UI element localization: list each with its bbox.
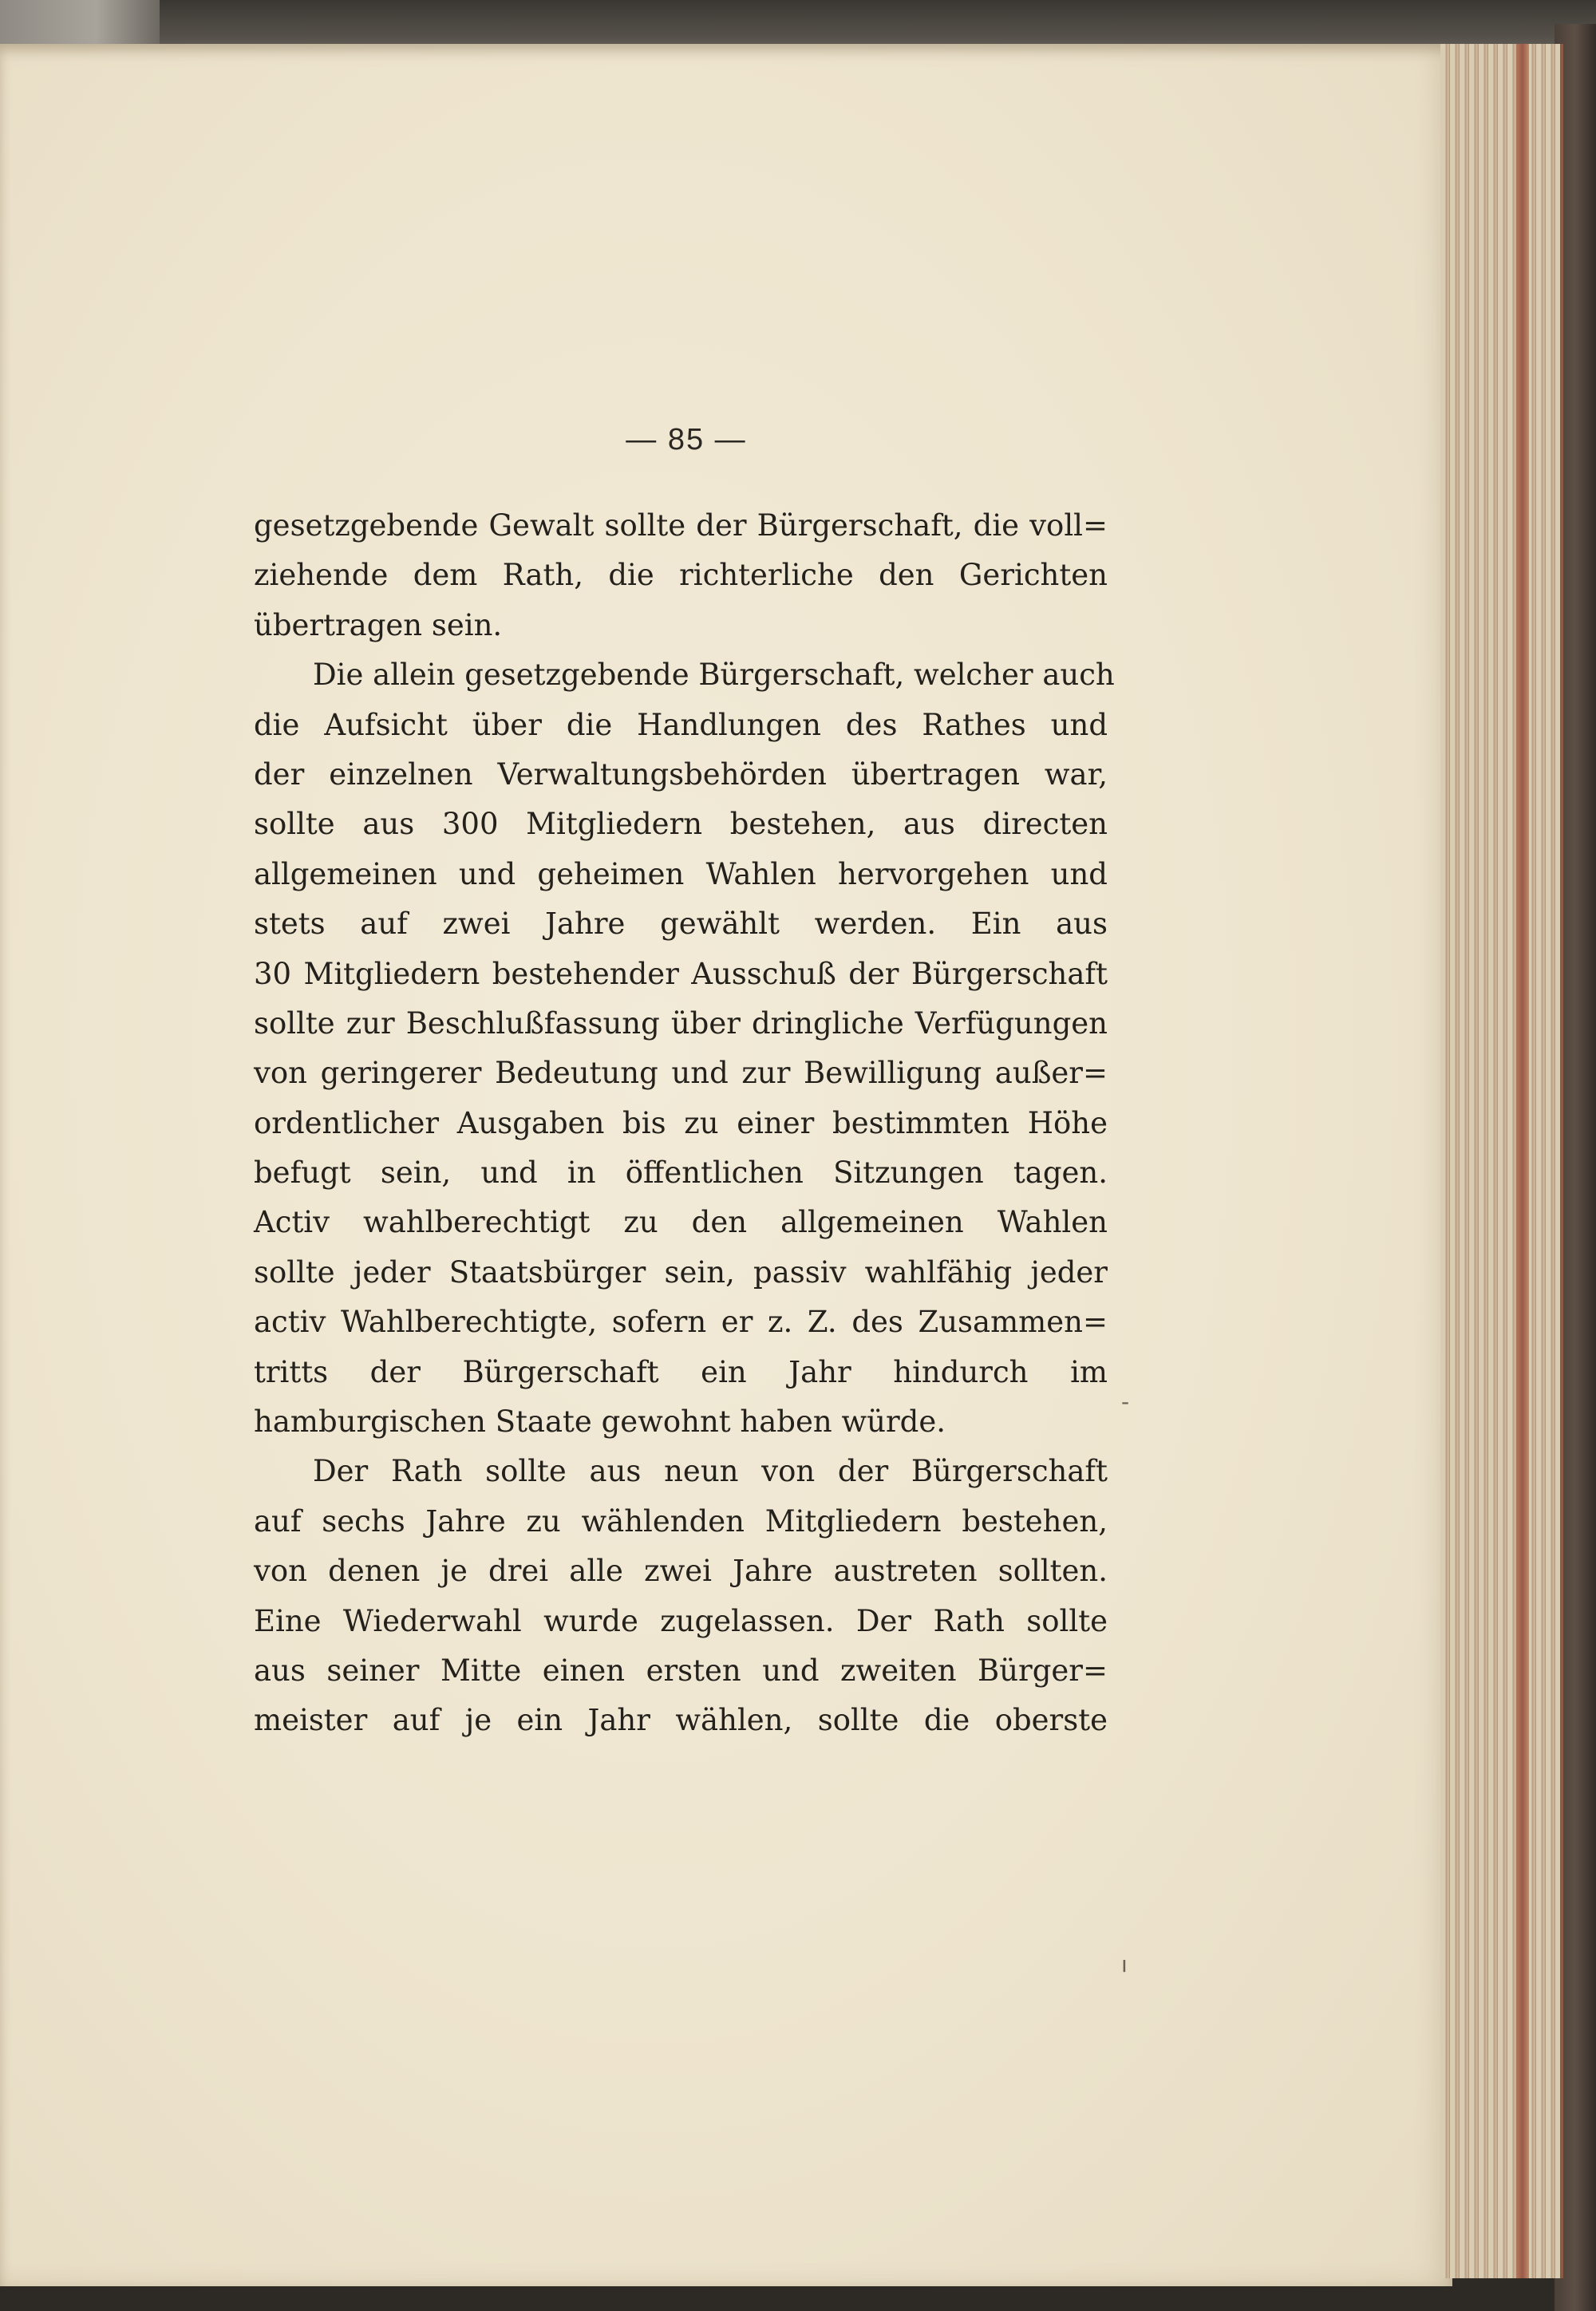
- margin-dash-mark: -: [1121, 1389, 1130, 1415]
- text-line: sollte aus 300 Mitgliedern bestehen, aus directen: [254, 807, 1108, 842]
- text-line: Activ wahlberechtigt zu den allgemeinen Wahlen: [254, 1205, 1108, 1240]
- text-line: sollte zur Beschlußfassung über dringliche Verfügungen: [254, 1005, 1108, 1041]
- body-text: [254, 501, 1115, 1746]
- text-line: befugt sein, und in öffentlichen Sitzungen tagen.: [254, 1156, 1108, 1191]
- text-line: auf sechs Jahre zu wählenden Mitgliedern bestehen,: [254, 1503, 1108, 1539]
- text-line: gesetzgebende Gewalt sollte der Bürgerschaft, die voll=: [254, 508, 1108, 543]
- text-line: aus seiner Mitte einen ersten und zweiten Bürger=: [254, 1653, 1108, 1688]
- text-line: von geringerer Bedeutung und zur Bewilligung außer=: [254, 1056, 1108, 1091]
- margin-tick-mark: ı: [1121, 1951, 1128, 1977]
- text-line: stets auf zwei Jahre gewählt werden. Ein aus: [254, 907, 1108, 942]
- text-line: die Aufsicht über die Handlungen des Rathes und: [254, 707, 1108, 742]
- text-line: hamburgischen Staate gewohnt haben würde.: [254, 1404, 946, 1440]
- text-line: der einzelnen Verwaltungsbehörden übertragen war,: [254, 757, 1108, 792]
- text-line: ziehende dem Rath, die richterliche den Gerichten: [254, 558, 1108, 593]
- page-edge-red-band: [1516, 44, 1529, 2278]
- text-line: von denen je drei alle zwei Jahre austreten sollten.: [254, 1554, 1108, 1589]
- page-number-header: — 85 —: [626, 423, 747, 456]
- text-line: ordentlicher Ausgaben bis zu einer bestimmten Höhe: [254, 1105, 1108, 1140]
- text-line: tritts der Bürgerschaft ein Jahr hindurch im: [254, 1354, 1108, 1389]
- text-line: allgemeinen und geheimen Wahlen hervorgehen und: [254, 856, 1108, 891]
- text-line: activ Wahlberechtigte, sofern er z. Z. des Zusammen=: [254, 1305, 1108, 1340]
- text-line: Eine Wiederwahl wurde zugelassen. Der Rath sollte: [254, 1603, 1108, 1638]
- text-line: übertragen sein.: [254, 607, 503, 642]
- page-stack-edges: [1440, 44, 1563, 2278]
- text-line: Die allein gesetzgebende Bürgerschaft, welcher auch: [313, 658, 1115, 693]
- text-line: Der Rath sollte aus neun von der Bürgerschaft: [313, 1454, 1108, 1489]
- text-line: meister auf je ein Jahr wählen, sollte die oberste: [254, 1703, 1108, 1738]
- text-line: 30 Mitgliedern bestehender Ausschuß der Bürgerschaft: [254, 956, 1108, 991]
- text-line: sollte jeder Staatsbürger sein, passiv wahlfähig jeder: [254, 1254, 1108, 1290]
